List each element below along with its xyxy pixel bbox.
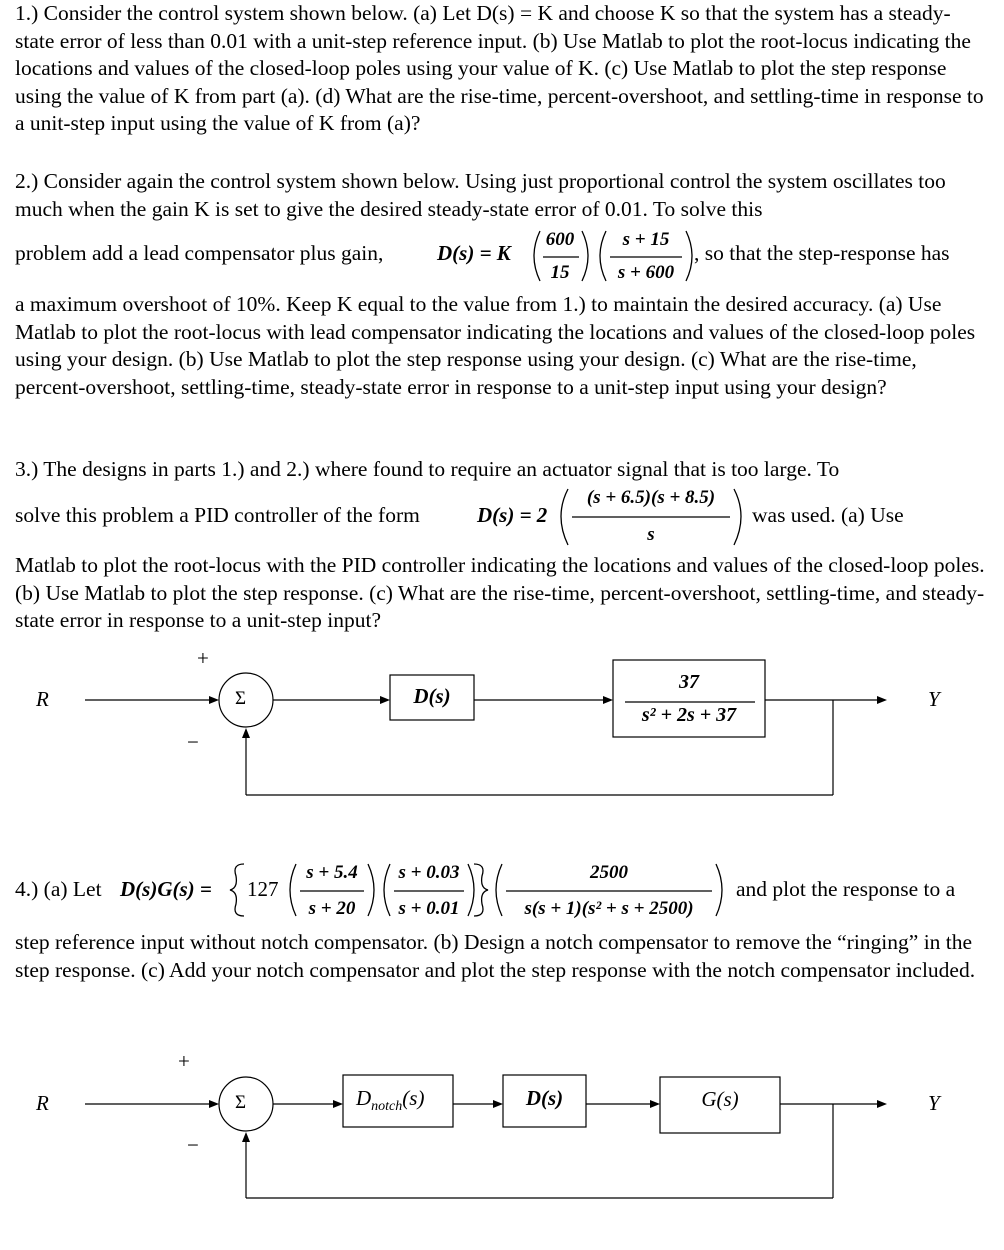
diagram1-controller-label: D(s) — [413, 684, 451, 708]
question-3-pre-equation: solve this problem a PID controller of the form — [15, 503, 420, 527]
diagram1-minus-sign: − — [187, 730, 199, 754]
question-4-factor1-denominator: s + 20 — [308, 898, 356, 919]
diagram2-minus-sign: − — [187, 1133, 199, 1157]
diagram1-summing-junction: Σ — [235, 688, 247, 709]
question-4-factor2-numerator: s + 0.03 — [398, 862, 460, 883]
question-2-frac1-numerator: 600 — [545, 229, 575, 250]
question-3-intro: 3.) The designs in parts 1.) and 2.) where found to require an actuator signal that is too large. To — [15, 457, 840, 481]
notch-arg: (s) — [402, 1086, 425, 1110]
diagram2-plant-label: G(s) — [701, 1087, 739, 1111]
question-2-pre-equation: problem add a lead compensator plus gain, — [15, 241, 384, 265]
question-4-rest: step reference input without notch compensator. (b) Design a notch compensator to remove the “ringing” in the step response. (c) Add your notch compensator and plot the step response with the notch compensator included. — [15, 930, 976, 982]
question-2-intro: 2.) Consider again the control system shown below. Using just proportional control the system oscillates too much when the gain K is set to give the desired steady-state error of 0.01. To solve this — [15, 169, 946, 221]
diagram1-plant-numerator: 37 — [679, 671, 699, 693]
question-4-gain: 127 — [247, 877, 279, 901]
question-1-text: 1.) Consider the control system shown below. (a) Let D(s) = K and choose K so that the system has a steady-state error of less than 0.01 with a unit-step reference input. (b) Use Matlab to plot the root-locus indicating the locations and values of the closed-loop poles using your value of K. (c) Use Matlab to plot the step response using the value of K from part (a). (d) What are the rise-time, percent-overshoot, and settling-time in response to a unit-step input using the value of K from (a)? — [15, 1, 984, 135]
question-2-post-equation: , so that the step-response has — [694, 241, 950, 265]
question-2-frac2-numerator: s + 15 — [622, 229, 670, 250]
notch-subscript: notch — [371, 1099, 403, 1115]
diagram1-output-label: Y — [928, 687, 940, 711]
question-3-frac-numerator: (s + 6.5)(s + 8.5) — [586, 487, 716, 508]
question-3-equation-lhs: D(s) = 2 — [477, 503, 548, 527]
question-3-post-equation: was used. (a) Use — [752, 503, 904, 527]
diagram2-controller-label: D(s) — [525, 1086, 564, 1110]
question-4-factor3-numerator: 2500 — [590, 862, 628, 883]
diagram2-input-label: R — [36, 1091, 49, 1115]
question-3-rest: Matlab to plot the root-locus with the PID controller indicating the locations and values of the closed-loop poles. (b) Use Matlab to plot the step response. (c) What are the rise-time, percent-overshoot, settling-time, and steady-state error in response to a unit-step input? — [15, 553, 985, 632]
diagram2-plus-sign: + — [178, 1049, 190, 1073]
question-4-post-equation: and plot the response to a — [736, 877, 956, 901]
diagram2-summing-junction: Σ — [235, 1092, 247, 1113]
question-4-factor1-numerator: s + 5.4 — [306, 862, 358, 883]
notch-d: D — [356, 1086, 372, 1110]
question-3-frac-denominator: s — [647, 524, 655, 545]
diagram1-plus-sign: + — [197, 646, 209, 670]
diagram2-notch-label — [356, 1086, 424, 1115]
question-4-pre-equation: 4.) (a) Let — [15, 877, 102, 901]
question-2-rest: a maximum overshoot of 10%. Keep K equal to the value from 1.) to maintain the desired accuracy. (a) Use Matlab to plot the root-locus with lead compensator indicating the locations and values of the closed-loop poles using your design. (b) Use Matlab to plot the step response using your design. (c) What are the rise-time, percent-overshoot, settling-time, steady-state error in response to a unit-step input using your design? — [15, 292, 976, 399]
diagram2-output-label: Y — [928, 1091, 940, 1115]
question-2-frac1-denominator: 15 — [550, 262, 570, 283]
diagram1-plant-denominator: s² + 2s + 37 — [641, 704, 737, 726]
question-4-factor2-denominator: s + 0.01 — [398, 898, 460, 919]
question-4-factor3-denominator: s(s + 1)(s² + s + 2500) — [524, 898, 694, 919]
question-4-equation-lhs: D(s)G(s) = — [120, 877, 212, 901]
diagram1-input-label: R — [36, 687, 49, 711]
question-2-equation-lhs: D(s) = K — [437, 241, 511, 265]
question-2-frac2-denominator: s + 600 — [617, 262, 675, 283]
